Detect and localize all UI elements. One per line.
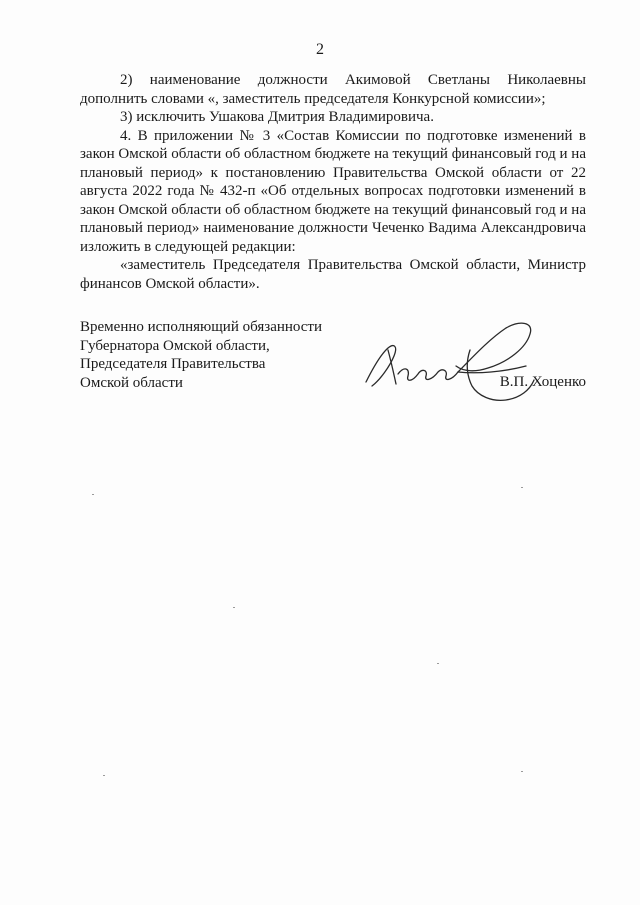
signatory-title-line: Губернатора Омской области, xyxy=(80,337,270,354)
document-body xyxy=(80,71,586,293)
scan-speck xyxy=(233,607,235,608)
scan-speck xyxy=(437,663,439,664)
paragraph-new-wording: «заместитель Председателя Правительства Омской области, Министр финансов Омской области». xyxy=(80,257,586,292)
scan-speck xyxy=(92,494,94,495)
signer-name: В.П. Хоценко xyxy=(499,374,586,390)
scan-speck xyxy=(521,487,523,488)
signatory-title-line: Временно исполняющий обязанности xyxy=(80,319,323,335)
scan-speck xyxy=(103,775,105,776)
signatory-title-line: Председателя Правительства xyxy=(80,356,266,372)
handwritten-signature xyxy=(358,310,548,410)
paragraph-point-4: 4. В приложении № 3 «Состав Комиссии по подготовке изменений в закон Омской области об областном бюджете на текущий финансовый год и на плановый период» к постановлению Правительства Омской области от 22 августа 2022 года № 432-п «Об отдельных вопросах подготовки изменений в закон Омской области об областном бюджете на текущий финансовый год и на плановый период» наименование должности Чеченко Вадима Александровича изложить в следующей редакции: xyxy=(80,127,586,255)
paragraph-item-3: 3) исключить Ушакова Дмитрия Владимировича. xyxy=(120,109,434,125)
scan-speck xyxy=(521,771,523,772)
signatory-title-line: Омской области xyxy=(80,374,183,391)
paragraph-item-2: 2) наименование должности Акимовой Светланы Николаевны дополнить словами «, заместитель председателя Конкурсной комиссии»; xyxy=(80,72,586,107)
page-number: 2 xyxy=(316,41,324,58)
